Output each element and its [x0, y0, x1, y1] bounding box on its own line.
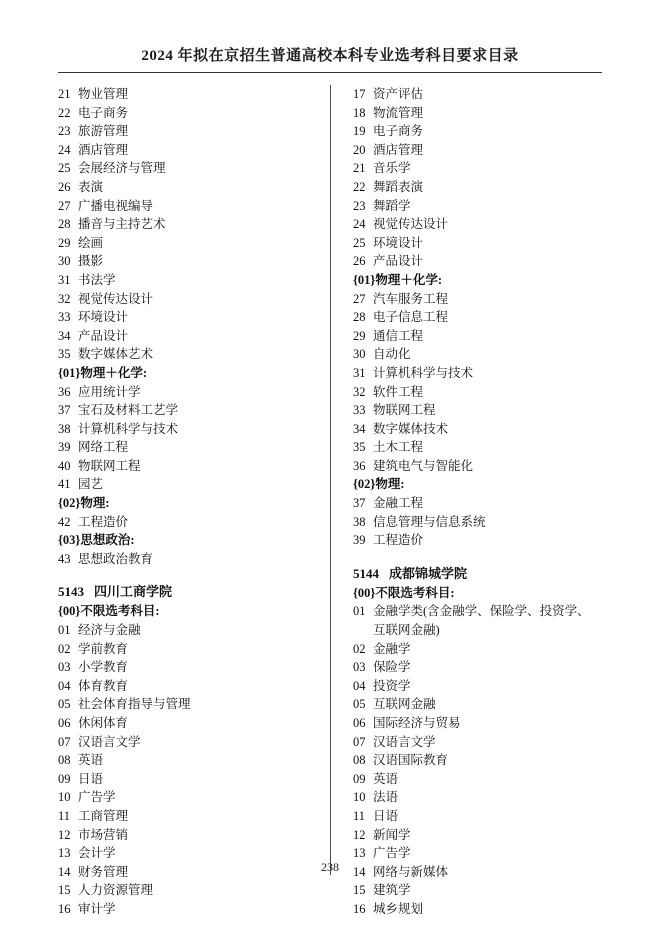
- major-entry: [58, 252, 310, 271]
- major-name: 土木工程: [373, 440, 424, 455]
- major-number: 40: [58, 458, 71, 473]
- major-entry: [353, 658, 602, 677]
- major-number: 37: [58, 403, 71, 418]
- major-name: 通信工程: [373, 328, 424, 343]
- subject-requirement-heading: {03}思想政治:: [58, 533, 135, 548]
- major-name: 环境设计: [78, 310, 129, 325]
- major-number: 11: [353, 808, 366, 823]
- school-block: [353, 564, 602, 584]
- major-number: 06: [58, 716, 71, 730]
- major-number: 09: [58, 771, 71, 786]
- major-entry: [353, 714, 602, 733]
- major-number: 33: [353, 403, 366, 418]
- major-name: 信息管理与信息系统: [373, 514, 486, 529]
- major-entry: [353, 531, 602, 550]
- major-entry: [58, 308, 310, 327]
- major-entry: [58, 733, 310, 752]
- major-name: 自动化: [373, 347, 411, 362]
- subject-requirement-heading: {01}物理＋化学:: [58, 365, 148, 380]
- subject-requirement-heading: {00}不限选考科目:: [58, 604, 160, 619]
- major-entry: [58, 513, 310, 532]
- major-number: 02: [353, 641, 366, 656]
- major-name: 金融学: [373, 641, 411, 656]
- major-entry: [353, 104, 602, 123]
- major-number: 20: [353, 142, 366, 157]
- major-entry: [353, 602, 602, 639]
- major-name: 学前教育: [78, 641, 129, 656]
- major-name: 建筑电气与智能化: [373, 458, 474, 473]
- page-title: 2024 年拟在京招生普通高校本科专业选考科目要求目录: [141, 48, 519, 64]
- major-number: 12: [353, 827, 366, 842]
- major-name: 广播电视编导: [78, 198, 154, 213]
- major-name: 物业管理: [78, 87, 129, 101]
- major-number: 05: [58, 697, 71, 712]
- subject-requirement-heading: {02}物理:: [58, 496, 110, 511]
- major-entry: [353, 770, 602, 789]
- school-name: 成都锦城学院: [389, 565, 468, 581]
- subject-requirement-heading: {02}物理:: [353, 477, 405, 492]
- major-number: 34: [58, 328, 71, 343]
- major-number: 31: [353, 365, 366, 380]
- major-entry: [58, 401, 310, 420]
- major-name: 经济与金融: [78, 623, 141, 638]
- major-number: 21: [58, 87, 71, 101]
- major-number: 29: [353, 328, 366, 343]
- major-name: 市场营销: [78, 827, 129, 842]
- major-entry: [353, 677, 602, 696]
- major-entry: [58, 751, 310, 770]
- major-number: 33: [58, 310, 71, 325]
- major-number: 14: [353, 864, 366, 879]
- major-entry: [353, 364, 602, 383]
- right-column: [330, 85, 602, 916]
- major-name: 环境设计: [373, 235, 424, 250]
- major-number: 26: [353, 254, 366, 269]
- major-entry: [353, 290, 602, 309]
- major-name: 投资学: [373, 678, 411, 693]
- major-entry: [353, 234, 602, 253]
- major-name: 工程造价: [78, 514, 129, 529]
- major-entry: [353, 881, 602, 900]
- subject-requirement-heading: {00}不限选考科目:: [353, 585, 455, 600]
- major-name: 舞蹈表演: [373, 179, 424, 194]
- major-name: 日语: [373, 808, 399, 823]
- major-name: 思想政治教育: [78, 551, 154, 566]
- major-entry: [353, 383, 602, 402]
- major-entry: [58, 383, 310, 402]
- major-entry: [58, 122, 310, 141]
- major-number: 04: [58, 678, 71, 693]
- major-number: 14: [58, 864, 71, 879]
- major-entry: [58, 770, 310, 789]
- major-number: 22: [58, 105, 71, 120]
- major-number: 07: [58, 734, 71, 749]
- major-number: 09: [353, 771, 366, 786]
- major-number: 24: [353, 217, 366, 232]
- major-name: 数字媒体艺术: [78, 347, 154, 362]
- major-name: 视觉传达设计: [373, 217, 449, 232]
- major-name: 视觉传达设计: [78, 291, 154, 306]
- major-number: 31: [58, 272, 71, 287]
- major-entry: [58, 550, 310, 569]
- major-name: 资产评估: [373, 87, 424, 101]
- major-number: 34: [353, 421, 366, 436]
- school-title: [58, 582, 310, 602]
- major-name: 社会体育指导与管理: [78, 697, 191, 712]
- major-name: 汉语国际教育: [373, 753, 449, 768]
- major-entry: [353, 401, 602, 420]
- major-name: 音乐学: [373, 161, 411, 176]
- major-name: 小学教育: [78, 660, 129, 675]
- major-number: 35: [353, 440, 366, 455]
- major-number: 36: [353, 458, 366, 473]
- major-name: 汉语言文学: [373, 734, 436, 749]
- major-entry: [353, 345, 602, 364]
- major-number: 16: [58, 901, 71, 916]
- major-number: 32: [58, 291, 71, 306]
- major-name: 互联网金融: [373, 697, 436, 712]
- major-name: 休闲体育: [78, 716, 129, 730]
- school-name: 四川工商学院: [94, 584, 173, 600]
- major-entry: [58, 290, 310, 309]
- major-entry: [58, 695, 310, 714]
- major-number: 41: [58, 477, 71, 492]
- major-entry: [58, 788, 310, 807]
- major-number: 43: [58, 551, 71, 566]
- major-number: 19: [353, 124, 366, 139]
- major-entry: [353, 420, 602, 439]
- major-number: 10: [58, 790, 71, 805]
- major-entry: [58, 677, 310, 696]
- major-number: 25: [58, 161, 71, 176]
- major-entry: [353, 494, 602, 513]
- major-name: 汉语言文学: [78, 734, 141, 749]
- major-name: 物流管理: [373, 105, 424, 120]
- major-entry: [353, 457, 602, 476]
- major-name: 审计学: [78, 901, 116, 916]
- major-number: 17: [353, 87, 366, 101]
- major-number: 38: [353, 514, 366, 529]
- major-name: 物联网工程: [78, 458, 141, 473]
- two-column-body: [58, 85, 602, 916]
- major-name: 宝石及材料工艺学: [78, 403, 179, 418]
- major-name: 计算机科学与技术: [78, 421, 179, 436]
- major-entry: [353, 733, 602, 752]
- major-entry: [353, 178, 602, 197]
- major-entry: [58, 141, 310, 160]
- major-entry: [58, 900, 310, 919]
- major-entry: [58, 658, 310, 677]
- major-entry: [58, 234, 310, 253]
- major-entry: [58, 271, 310, 290]
- major-number: 01: [58, 623, 71, 638]
- major-entry: [58, 345, 310, 364]
- major-number: 03: [353, 660, 366, 675]
- major-entry: [58, 178, 310, 197]
- major-number: 01: [353, 604, 366, 619]
- major-entry: [58, 826, 310, 845]
- major-number: 25: [353, 235, 366, 250]
- major-name: 广告学: [373, 846, 411, 861]
- major-name: 英语: [78, 753, 104, 768]
- major-name: 广告学: [78, 790, 116, 805]
- major-entry: [58, 159, 310, 178]
- major-name: 会展经济与管理: [78, 161, 166, 176]
- major-name: 金融学类(含金融学、保险学、投资学、互联网金融): [373, 604, 590, 638]
- major-number: 16: [353, 901, 366, 916]
- major-name: 英语: [373, 771, 399, 786]
- major-entry: [58, 640, 310, 659]
- major-name: 酒店管理: [373, 142, 424, 157]
- major-number: 35: [58, 347, 71, 362]
- major-name: 电子信息工程: [373, 310, 449, 325]
- major-number: 13: [58, 846, 71, 861]
- major-entry: [58, 327, 310, 346]
- major-entry: [353, 807, 602, 826]
- major-number: 39: [58, 440, 71, 455]
- major-number: 28: [353, 310, 366, 325]
- major-name: 计算机科学与技术: [373, 365, 474, 380]
- major-name: 物联网工程: [373, 403, 436, 418]
- major-number: 05: [353, 697, 366, 712]
- school-block: [58, 582, 310, 602]
- school-code: 5143: [58, 584, 84, 600]
- major-entry: [58, 85, 310, 104]
- major-entry: [353, 197, 602, 216]
- major-name: 城乡规划: [373, 901, 424, 916]
- major-name: 新闻学: [373, 827, 411, 842]
- major-entry: [58, 215, 310, 234]
- major-number: 02: [58, 641, 71, 656]
- school-code: 5144: [353, 565, 379, 581]
- major-entry: [58, 457, 310, 476]
- major-number: 37: [353, 496, 366, 511]
- major-number: 23: [58, 124, 71, 139]
- major-number: 23: [353, 198, 366, 213]
- major-number: 08: [353, 753, 366, 768]
- major-name: 摄影: [78, 254, 104, 269]
- major-name: 工程造价: [373, 533, 424, 548]
- major-name: 播音与主持艺术: [78, 217, 166, 232]
- major-entry: [353, 159, 602, 178]
- major-number: 07: [353, 734, 366, 749]
- major-number: 29: [58, 235, 71, 250]
- major-name: 人力资源管理: [78, 883, 154, 898]
- major-name: 财务管理: [78, 864, 129, 879]
- major-number: 10: [353, 790, 366, 805]
- major-name: 园艺: [78, 477, 104, 492]
- major-number: 11: [58, 808, 71, 823]
- major-number: 30: [58, 254, 71, 269]
- major-entry: [353, 695, 602, 714]
- major-number: 06: [353, 716, 366, 730]
- major-entry: [353, 826, 602, 845]
- major-number: 30: [353, 347, 366, 362]
- major-name: 应用统计学: [78, 384, 141, 399]
- major-name: 国际经济与贸易: [373, 716, 461, 730]
- major-name: 工商管理: [78, 808, 129, 823]
- major-entry: [353, 122, 602, 141]
- major-entry: [353, 900, 602, 919]
- major-entry: [353, 438, 602, 457]
- major-name: 法语: [373, 790, 399, 805]
- major-name: 软件工程: [373, 384, 424, 399]
- major-entry: [353, 513, 602, 532]
- major-number: 08: [58, 753, 71, 768]
- major-name: 体育教育: [78, 678, 129, 693]
- major-name: 会计学: [78, 846, 116, 861]
- major-entry: [58, 104, 310, 123]
- major-number: 32: [353, 384, 366, 399]
- major-entry: [353, 141, 602, 160]
- major-entry: [353, 85, 602, 104]
- header-divider: [58, 72, 602, 73]
- major-entry: [58, 420, 310, 439]
- major-entry: [58, 475, 310, 494]
- major-number: 36: [58, 384, 71, 399]
- major-entry: [58, 438, 310, 457]
- major-number: 15: [58, 883, 71, 898]
- major-name: 酒店管理: [78, 142, 129, 157]
- major-name: 建筑学: [373, 883, 411, 898]
- page-number: 238: [321, 860, 339, 874]
- school-title: [353, 564, 602, 584]
- major-number: 26: [58, 179, 71, 194]
- major-name: 旅游管理: [78, 124, 129, 139]
- major-number: 03: [58, 660, 71, 675]
- major-number: 38: [58, 421, 71, 436]
- major-name: 金融工程: [373, 496, 424, 511]
- major-entry: [58, 881, 310, 900]
- major-number: 04: [353, 678, 366, 693]
- major-number: 22: [353, 179, 366, 194]
- major-name: 产品设计: [373, 254, 424, 269]
- major-name: 电子商务: [78, 105, 129, 120]
- major-entry: [353, 788, 602, 807]
- major-number: 18: [353, 105, 366, 120]
- major-name: 舞蹈学: [373, 198, 411, 213]
- major-name: 保险学: [373, 660, 411, 675]
- major-number: 21: [353, 161, 366, 176]
- major-number: 39: [353, 533, 366, 548]
- left-column: [58, 85, 330, 916]
- major-entry: [353, 751, 602, 770]
- major-entry: [58, 197, 310, 216]
- major-name: 汽车服务工程: [373, 291, 449, 306]
- major-name: 数字媒体技术: [373, 421, 449, 436]
- major-number: 27: [58, 198, 71, 213]
- major-number: 42: [58, 514, 71, 529]
- major-number: 24: [58, 142, 71, 157]
- major-number: 13: [353, 846, 366, 861]
- major-name: 网络与新媒体: [373, 864, 449, 879]
- major-entry: [58, 807, 310, 826]
- major-name: 产品设计: [78, 328, 129, 343]
- major-entry: [353, 252, 602, 271]
- major-entry: [58, 714, 310, 733]
- major-name: 绘画: [78, 235, 104, 250]
- major-number: 27: [353, 291, 366, 306]
- major-number: 15: [353, 883, 366, 898]
- major-name: 日语: [78, 771, 104, 786]
- major-name: 网络工程: [78, 440, 129, 455]
- major-name: 书法学: [78, 272, 116, 287]
- major-number: 28: [58, 217, 71, 232]
- major-entry: [353, 215, 602, 234]
- major-entry: [353, 327, 602, 346]
- major-entry: [58, 621, 310, 640]
- major-entry: [353, 308, 602, 327]
- major-entry: [353, 640, 602, 659]
- major-name: 电子商务: [373, 124, 424, 139]
- major-name: 表演: [78, 179, 104, 194]
- subject-requirement-heading: {01}物理＋化学:: [353, 272, 443, 287]
- major-number: 12: [58, 827, 71, 842]
